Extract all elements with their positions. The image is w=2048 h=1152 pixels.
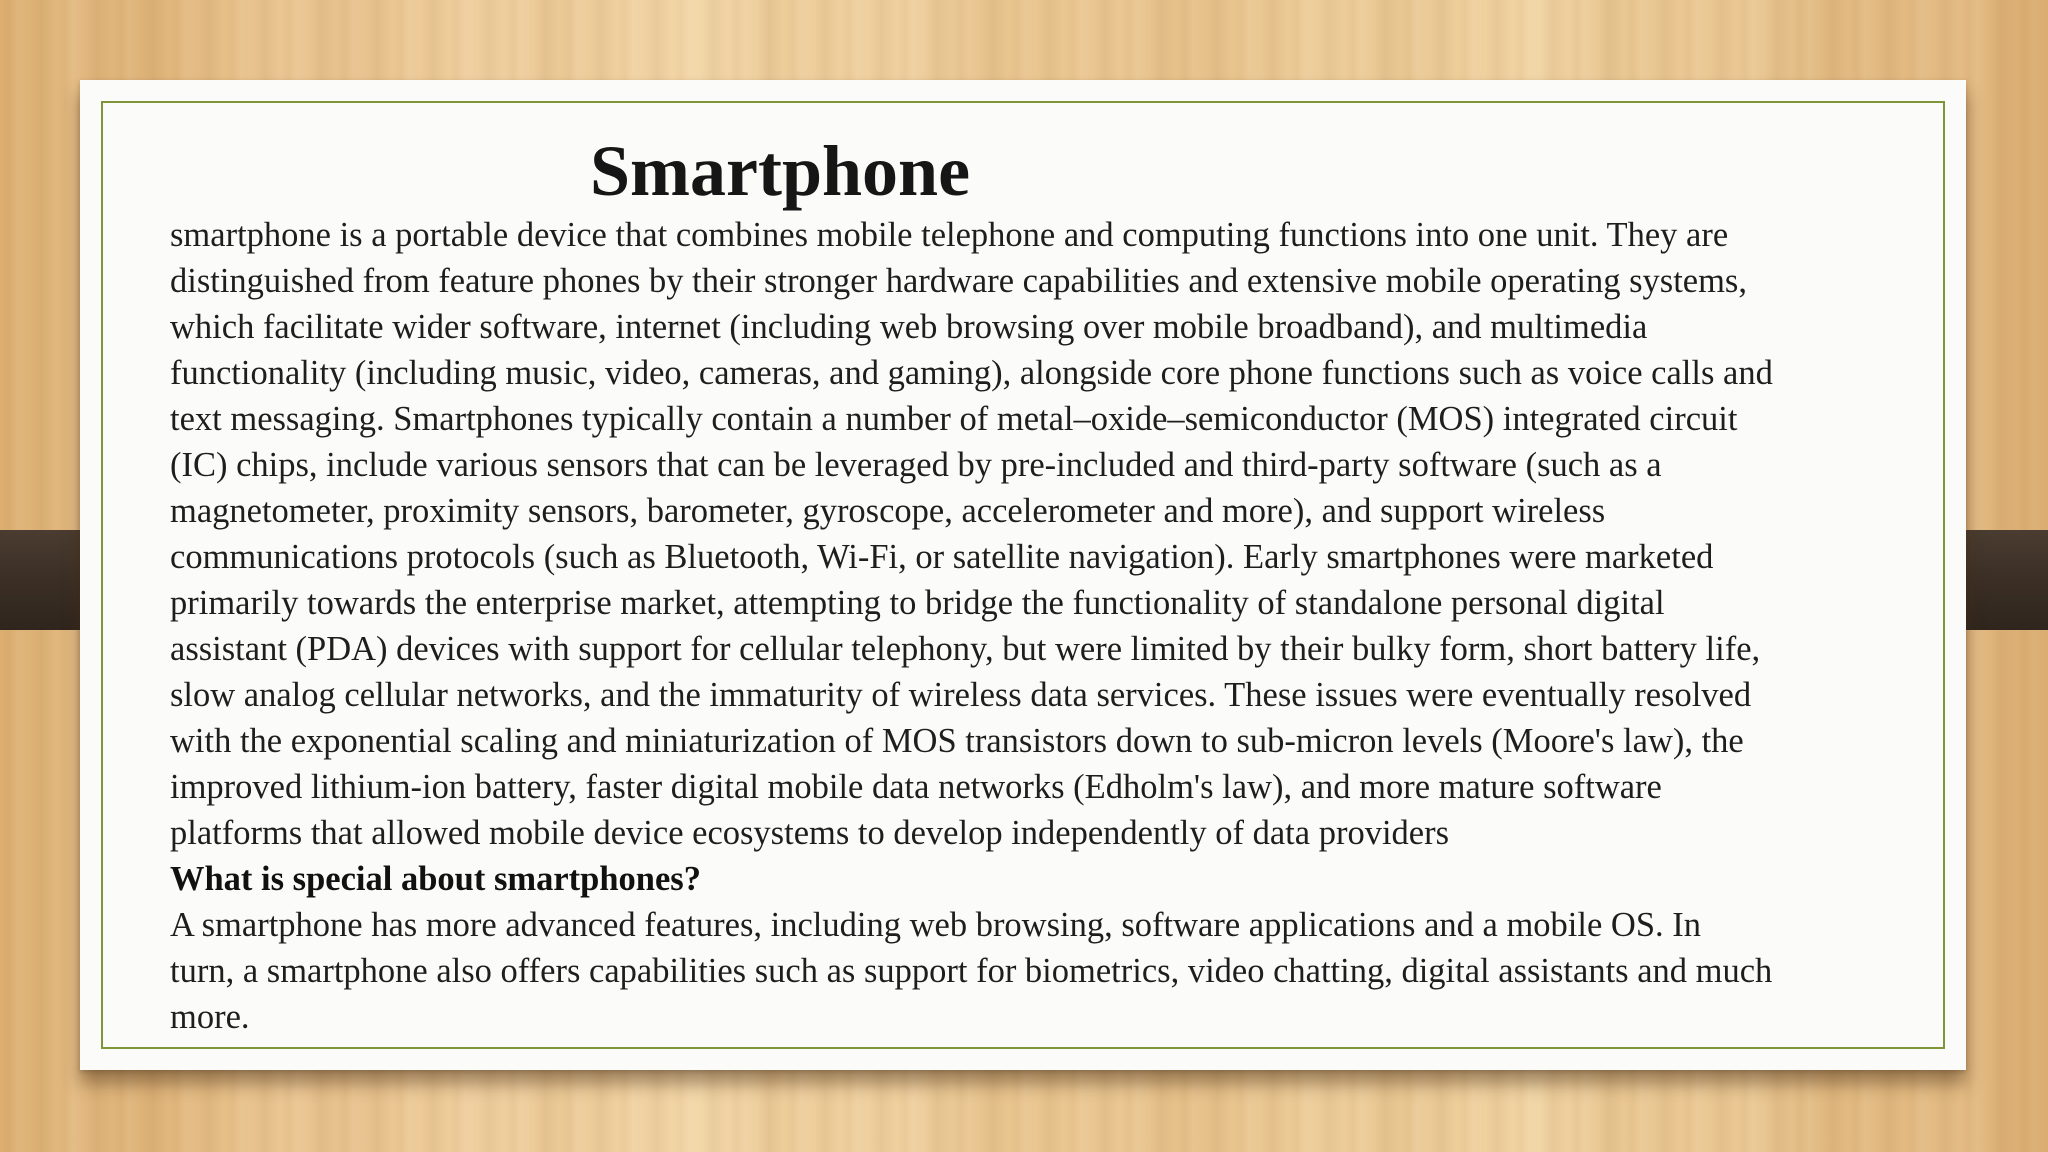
answer-line: A smartphone has more advanced features, including web browsing, software applications and a mobile OS. In bbox=[170, 906, 1702, 944]
answer-line: more. bbox=[170, 998, 250, 1036]
paragraph-line: primarily towards the enterprise market, attempting to bridge the functionality of standalone personal digital bbox=[170, 584, 1665, 622]
answer-line: turn, a smartphone also offers capabilities such as support for biometrics, video chatting, digital assistants and much bbox=[170, 952, 1773, 990]
slide-body bbox=[170, 212, 1990, 1040]
paragraph-line: assistant (PDA) devices with support for cellular telephony, but were limited by their bulky form, short battery life, bbox=[170, 630, 1761, 668]
paragraph-line: distinguished from feature phones by their stronger hardware capabilities and extensive mobile operating systems, bbox=[170, 262, 1747, 300]
paragraph-line: (IC) chips, include various sensors that can be leveraged by pre-included and third-party software (such as a bbox=[170, 446, 1662, 484]
slide-title: Smartphone bbox=[590, 131, 971, 211]
paragraph-line: magnetometer, proximity sensors, barometer, gyroscope, accelerometer and more), and support wireless bbox=[170, 492, 1606, 530]
subheading: What is special about smartphones? bbox=[170, 860, 701, 898]
paragraph-line: text messaging. Smartphones typically contain a number of metal–oxide–semiconductor (MOS) integrated circuit bbox=[170, 400, 1738, 438]
paragraph-line: with the exponential scaling and miniaturization of MOS transistors down to sub-micron levels (Moore's law), the bbox=[170, 722, 1744, 760]
paragraph-line: which facilitate wider software, internet (including web browsing over mobile broadband), and multimedia bbox=[170, 308, 1648, 346]
paragraph-line: platforms that allowed mobile device ecosystems to develop independently of data providers bbox=[170, 814, 1450, 852]
paragraph-line: improved lithium-ion battery, faster digital mobile data networks (Edholm's law), and more mature software bbox=[170, 768, 1662, 806]
paragraph-line: smartphone is a portable device that combines mobile telephone and computing functions into one unit. They are bbox=[170, 216, 1729, 254]
slide-card bbox=[80, 80, 1966, 1070]
paragraph-line: functionality (including music, video, cameras, and gaming), alongside core phone functions such as voice calls and bbox=[170, 354, 1773, 392]
paragraph-line: slow analog cellular networks, and the immaturity of wireless data services. These issues were eventually resolved bbox=[170, 676, 1752, 714]
paragraph-line: communications protocols (such as Bluetooth, Wi-Fi, or satellite navigation). Early smartphones were marketed bbox=[170, 538, 1714, 576]
